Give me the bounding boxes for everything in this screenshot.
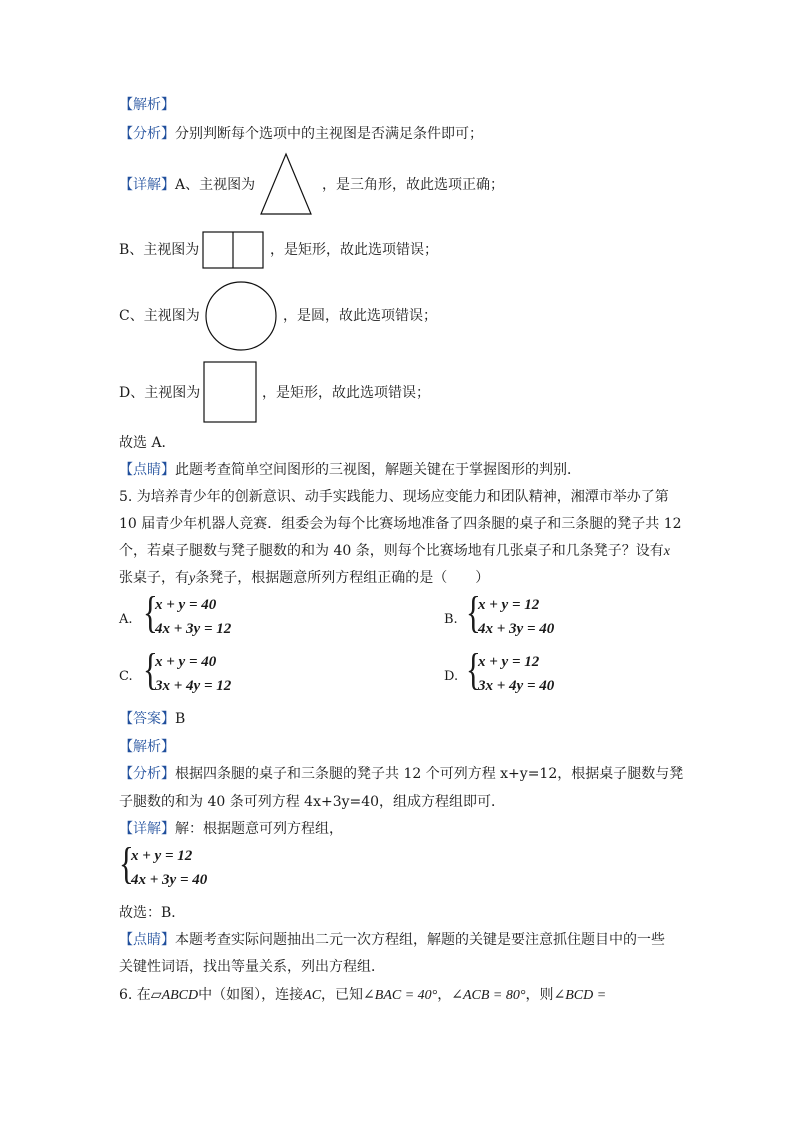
- option-c-prefix: C、主视图为: [119, 308, 200, 324]
- option-b-system: { x + y = 12 4x + 3y = 40: [466, 588, 555, 637]
- option-a-result: ，是三角形，故此选项正确；: [322, 177, 504, 193]
- q5-line3: 个，若桌子腿数与凳子腿数的和为 40 条，则每个比赛场地有几张桌子和几条凳子？设有x: [119, 543, 670, 559]
- option-d-result: ，是矩形，故此选项错误；: [262, 385, 430, 401]
- option-a-label: A.: [119, 612, 133, 627]
- option-b-result: ，是矩形，故此选项错误；: [270, 242, 438, 258]
- solution-system: { x + y = 12 4x + 3y = 40: [119, 839, 208, 888]
- fenxi-line: 【分析】分别判断每个选项中的主视图是否满足条件即可；: [119, 126, 483, 142]
- option-d-label: D.: [444, 669, 459, 684]
- q5-dianjing-line2: 关键性词语，找出等量关系，列出方程组．: [119, 959, 385, 975]
- two-rectangles-figure: [202, 231, 264, 269]
- q5-line4: 张桌子，有y条凳子，根据题意所列方程组正确的是（ ）: [119, 570, 490, 586]
- q6-line1: 6. 在▱ABCD中（如图），连接AC，已知∠BAC = 40°，∠ACB = 80°，则∠BCD =: [119, 987, 607, 1003]
- q5-answer: 【答案】B: [119, 711, 186, 727]
- triangle-figure: [259, 152, 313, 216]
- q5-dianjing-line1: 【点睛】本题考查实际问题抽出二元一次方程组，解题的关键是要注意抓住题目中的一些: [119, 932, 665, 948]
- option-b-label: B.: [444, 612, 458, 627]
- option-c-system: { x + y = 40 3x + 4y = 12: [143, 645, 232, 694]
- option-d-system: { x + y = 12 3x + 4y = 40: [466, 645, 555, 694]
- option-c-result: ，是圆，故此选项错误；: [283, 308, 437, 324]
- option-d-prefix: D、主视图为: [119, 385, 201, 401]
- q5-line1: 5. 为培养青少年的创新意识、动手实践能力、现场应变能力和团队精神，湘潭市举办了第: [119, 489, 669, 505]
- q5-fenxi-line2: 子腿数的和为 40 条可列方程 4x+3y=40，组成方程组即可．: [119, 794, 506, 810]
- q5-choose: 故选：B．: [119, 905, 186, 921]
- q4-answer: 故选 A．: [119, 435, 176, 451]
- q4-dianjing: 【点睛】此题考查简单空间图形的三视图，解题关键在于掌握图形的判别．: [119, 462, 581, 478]
- circle-figure: [204, 280, 278, 352]
- q5-jiexi: 【解析】: [119, 739, 175, 755]
- option-c-label: C.: [119, 669, 133, 684]
- q5-fenxi-line1: 【分析】根据四条腿的桌子和三条腿的凳子共 12 个可列方程 x+y=12，根据桌子腿数与凳: [119, 766, 684, 782]
- q5-xiangjie: 【详解】解：根据题意可列方程组，: [119, 821, 343, 837]
- option-a-system: { x + y = 40 4x + 3y = 12: [143, 588, 232, 637]
- option-b-prefix: B、主视图为: [119, 242, 200, 258]
- square-figure: [203, 361, 257, 423]
- q5-line2: 10 届青少年机器人竞赛．组委会为每个比赛场地准备了四条腿的桌子和三条腿的凳子共 12: [119, 516, 682, 532]
- option-a-explain: 【详解】A、主视图为: [119, 177, 256, 193]
- jiexi-heading: 【解析】: [119, 97, 175, 113]
